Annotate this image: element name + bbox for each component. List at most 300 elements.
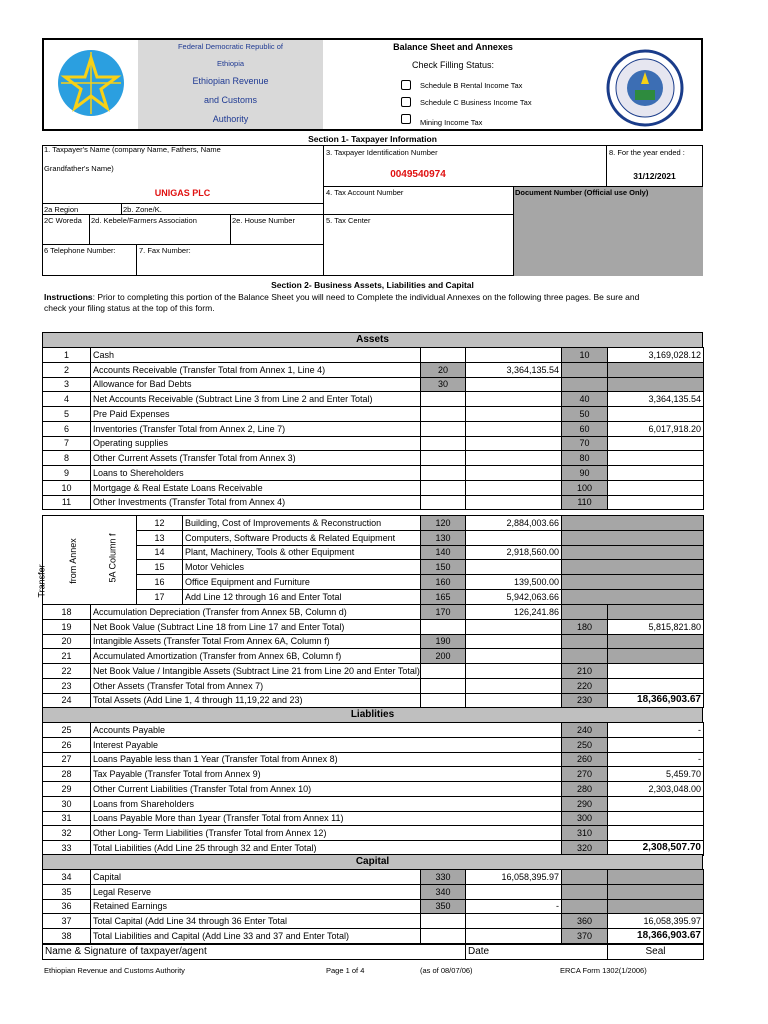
mid-value[interactable]: 3,364,135.54 <box>466 362 562 377</box>
line-number: 7 <box>43 436 91 451</box>
right-code <box>562 362 608 377</box>
right-value[interactable] <box>608 811 704 826</box>
right-code <box>562 377 608 392</box>
footer-asof: (as of 08/07/06) <box>420 966 473 975</box>
right-value[interactable] <box>608 407 704 422</box>
right-value[interactable]: 5,815,821.80 <box>608 619 704 634</box>
right-value[interactable] <box>608 466 704 481</box>
table-row <box>43 737 704 752</box>
right-code: 250 <box>562 737 608 752</box>
schedule-c-checkbox[interactable] <box>401 97 411 107</box>
line-description: Accounts Payable <box>91 723 562 738</box>
line-number: 23 <box>43 678 91 693</box>
mid-code: 190 <box>421 634 466 649</box>
table-row <box>43 516 704 531</box>
line-description: Total Assets (Add Line 1, 4 through 11,19,22 and 23) <box>91 693 421 708</box>
form-title: Balance Sheet and Annexes <box>393 42 513 52</box>
line-description: Pre Paid Expenses <box>91 407 421 422</box>
right-value[interactable]: 2,303,048.00 <box>608 782 704 797</box>
capital-title: Capital <box>43 855 703 870</box>
agency-line3: Authority <box>212 114 249 124</box>
footer-form: ERCA Form 1302(1/2006) <box>560 966 647 975</box>
mid-value <box>466 480 562 495</box>
mid-code: 170 <box>421 605 466 620</box>
line-description: Loans to Shereholders <box>91 466 421 481</box>
liabilities-header <box>42 707 703 723</box>
zone-label: 2b. Zone/K. <box>123 205 162 214</box>
right-value <box>608 634 704 649</box>
signature-seal-cell: Seal <box>608 945 704 960</box>
line-description: Allowance for Bad Debts <box>91 377 421 392</box>
region-label: 2a Region <box>44 205 79 214</box>
liabilities-table <box>42 722 704 856</box>
line-description: Net Accounts Receivable (Subtract Line 3 from Line 2 and Enter Total) <box>91 392 421 407</box>
table-row <box>43 545 704 560</box>
right-value[interactable] <box>608 664 704 679</box>
table-row <box>43 605 704 620</box>
mid-code <box>421 929 466 944</box>
right-code <box>562 884 608 899</box>
year-value[interactable]: 31/12/2021 <box>633 171 676 181</box>
right-value[interactable]: 6,017,918.20 <box>608 421 704 436</box>
right-value[interactable]: 3,364,135.54 <box>608 392 704 407</box>
table-row <box>43 407 704 422</box>
right-blank <box>562 589 704 604</box>
mid-value[interactable] <box>466 634 562 649</box>
line-number: 34 <box>43 870 91 885</box>
table-row <box>43 782 704 797</box>
assets-header <box>42 332 703 348</box>
line-description: Accumulation Depreciation (Transfer from Annex 5B, Column d) <box>91 605 421 620</box>
footer-agency: Ethiopian Revenue and Customs Authority <box>44 966 185 975</box>
right-value <box>608 605 704 620</box>
right-code: 280 <box>562 782 608 797</box>
fixed-assets-table <box>42 515 704 605</box>
line-number: 37 <box>43 914 91 929</box>
schedule-b-checkbox[interactable] <box>401 80 411 90</box>
right-code: 210 <box>562 664 608 679</box>
right-code: 220 <box>562 678 608 693</box>
right-value <box>608 649 704 664</box>
account-label: 4. Tax Account Number <box>326 188 404 197</box>
mid-code: 165 <box>421 589 466 604</box>
right-value[interactable]: - <box>608 723 704 738</box>
instructions-line1 <box>44 292 639 302</box>
line-description: Other Current Assets (Transfer Total from Annex 3) <box>91 451 421 466</box>
annex-column-label: 5A Column f <box>107 533 118 583</box>
right-code: 90 <box>562 466 608 481</box>
right-value <box>608 870 704 885</box>
capital-header <box>42 854 703 870</box>
mid-value[interactable]: 16,058,395.97 <box>466 870 562 885</box>
right-code: 360 <box>562 914 608 929</box>
line-number: 29 <box>43 782 91 797</box>
table-row <box>43 811 704 826</box>
line-description: Add Line 12 through 16 and Enter Total <box>183 589 421 604</box>
right-value <box>608 899 704 914</box>
mid-value[interactable] <box>466 377 562 392</box>
right-blank <box>562 545 704 560</box>
right-code: 260 <box>562 752 608 767</box>
line-number: 20 <box>43 634 91 649</box>
mid-code <box>421 451 466 466</box>
right-value[interactable] <box>608 678 704 693</box>
from-annex-label: from Annex <box>67 538 78 584</box>
erca-seal <box>605 48 685 128</box>
mid-value <box>466 914 562 929</box>
table-row <box>43 466 704 481</box>
mid-code: 120 <box>421 516 466 531</box>
table-row <box>43 678 704 693</box>
mid-code <box>421 693 466 708</box>
right-code: 80 <box>562 451 608 466</box>
mid-code <box>421 348 466 363</box>
mid-code <box>421 914 466 929</box>
assets-table-top <box>42 347 704 510</box>
right-code: 230 <box>562 693 608 708</box>
mid-value <box>466 392 562 407</box>
right-code: 10 <box>562 348 608 363</box>
table-row <box>43 723 704 738</box>
table-row <box>43 693 704 708</box>
mid-code: 30 <box>421 377 466 392</box>
mid-value[interactable]: 2,918,560.00 <box>466 545 562 560</box>
house-label: 2e. House Number <box>232 216 295 225</box>
instructions-bold: Instructions <box>44 292 93 302</box>
right-value[interactable]: 5,459.70 <box>608 767 704 782</box>
tin-value[interactable]: 0049540974 <box>390 169 446 180</box>
mid-code: 20 <box>421 362 466 377</box>
right-code: 100 <box>562 480 608 495</box>
mid-value <box>466 678 562 693</box>
agency-line2: and Customs <box>203 95 258 105</box>
mid-code: 340 <box>421 884 466 899</box>
line-description: Loans from Shareholders <box>91 796 562 811</box>
footer-page: Page 1 of 4 <box>326 966 365 975</box>
line-description: Accumulated Amortization (Transfer from Annex 6B, Column f) <box>91 649 421 664</box>
line-number: 16 <box>137 575 183 590</box>
line-number: 11 <box>43 495 91 510</box>
transfer-side-label <box>36 516 136 604</box>
emblem-area <box>44 40 138 129</box>
mid-value[interactable] <box>466 884 562 899</box>
schedule-c-label: Schedule C Business Income Tax <box>420 98 532 107</box>
mid-code: 160 <box>421 575 466 590</box>
mid-value[interactable]: 139,500.00 <box>466 575 562 590</box>
line-number: 8 <box>43 451 91 466</box>
tin-label: 3. Taxpayer Identification Number <box>326 148 438 157</box>
right-blank <box>562 516 704 531</box>
line-number: 15 <box>137 560 183 575</box>
line-number: 14 <box>137 545 183 560</box>
gov-line1: Federal Democratic Republic of <box>177 42 284 51</box>
mining-label: Mining Income Tax <box>420 118 483 127</box>
line-number: 24 <box>43 693 91 708</box>
right-value[interactable] <box>608 480 704 495</box>
mid-code: 200 <box>421 649 466 664</box>
table-row <box>43 530 704 545</box>
table-row <box>43 495 704 510</box>
table-row <box>43 480 704 495</box>
line-description: Building, Cost of Improvements & Reconstruction <box>183 516 421 531</box>
table-row <box>43 899 704 914</box>
mid-value[interactable]: 2,884,003.66 <box>466 516 562 531</box>
right-code: 180 <box>562 619 608 634</box>
right-value <box>608 884 704 899</box>
line-number: 13 <box>137 530 183 545</box>
right-blank <box>562 530 704 545</box>
schedule-b-label: Schedule B Rental Income Tax <box>420 81 523 90</box>
mid-value <box>466 664 562 679</box>
line-description: Other Current Liabilities (Transfer Total from Annex 10) <box>91 782 562 797</box>
phone-label: 6 Telephone Number: <box>44 246 116 255</box>
mid-value[interactable]: 126,241.86 <box>466 605 562 620</box>
mid-code: 350 <box>421 899 466 914</box>
line-description: Interest Payable <box>91 737 562 752</box>
line-number: 25 <box>43 723 91 738</box>
table-row <box>43 589 704 604</box>
section1-title: Section 1- Taxpayer Information <box>308 134 437 144</box>
table-row <box>43 619 704 634</box>
taxpayer-name[interactable]: UNIGAS PLC <box>154 188 211 198</box>
signature-row <box>42 944 704 960</box>
mid-code <box>421 392 466 407</box>
line-number: 3 <box>43 377 91 392</box>
right-blank <box>562 575 704 590</box>
line-description: Mortgage & Real Estate Loans Receivable <box>91 480 421 495</box>
right-value[interactable] <box>608 737 704 752</box>
mid-value <box>466 495 562 510</box>
agency-line1: Ethiopian Revenue <box>192 76 269 86</box>
woreda-label: 2C Woreda <box>44 216 82 225</box>
right-code: 40 <box>562 392 608 407</box>
assets-table-bottom <box>42 604 704 708</box>
right-code: 240 <box>562 723 608 738</box>
line-description: Intangible Assets (Transfer Total From Annex 6A, Column f) <box>91 634 421 649</box>
table-row <box>43 752 704 767</box>
right-value <box>608 377 704 392</box>
kebele-label: 2d. Kebele/Farmers Association <box>91 216 197 225</box>
capital-table <box>42 869 704 944</box>
right-code <box>562 634 608 649</box>
line-number: 10 <box>43 480 91 495</box>
section2-title: Section 2- Business Assets, Liabilities and Capital <box>271 280 474 290</box>
line-description: Plant, Machinery, Tools & other Equipment <box>183 545 421 560</box>
right-code: 270 <box>562 767 608 782</box>
mid-code: 330 <box>421 870 466 885</box>
line-description: Net Book Value / Intangible Assets (Subtract Line 21 from Line 20 and Enter Total) <box>91 664 421 679</box>
mid-code: 150 <box>421 560 466 575</box>
line-number: 32 <box>43 826 91 841</box>
line-number: 31 <box>43 811 91 826</box>
name-label-1: 1. Taxpayer's Name (company Name, Fathers, Name <box>44 145 221 154</box>
docnum-label: Document Number (Official use Only) <box>515 188 649 197</box>
right-code: 300 <box>562 811 608 826</box>
right-code: 50 <box>562 407 608 422</box>
mid-code <box>421 619 466 634</box>
mid-value <box>466 407 562 422</box>
table-row <box>43 575 704 590</box>
mid-value <box>466 348 562 363</box>
line-description: Capital <box>91 870 421 885</box>
line-description: Legal Reserve <box>91 884 421 899</box>
instructions-line2: check your filing status at the top of this form. <box>44 303 215 313</box>
line-description: Other Investments (Transfer Total from Annex 4) <box>91 495 421 510</box>
right-value[interactable] <box>608 495 704 510</box>
mid-code: 140 <box>421 545 466 560</box>
line-description: Accounts Receivable (Transfer Total from Annex 1, Line 4) <box>91 362 421 377</box>
right-code: 310 <box>562 826 608 841</box>
line-number: 4 <box>43 392 91 407</box>
line-number: 22 <box>43 664 91 679</box>
table-row <box>43 664 704 679</box>
center-label: 5. Tax Center <box>326 216 371 225</box>
mid-value <box>466 451 562 466</box>
instructions-text-1: : Prior to completing this portion of the Balance Sheet you will need to Complete the individual Annexes on the following three pages. Be sure and <box>92 292 640 302</box>
line-description: Tax Payable (Transfer Total from Annex 9) <box>91 767 562 782</box>
mid-code <box>421 436 466 451</box>
right-code <box>562 605 608 620</box>
line-number: 6 <box>43 421 91 436</box>
mining-checkbox[interactable] <box>401 114 411 124</box>
line-description: Operating supplies <box>91 436 421 451</box>
mid-code <box>421 678 466 693</box>
line-description: Inventories (Transfer Total from Annex 2, Line 7) <box>91 421 421 436</box>
right-code <box>562 870 608 885</box>
line-number: 1 <box>43 348 91 363</box>
line-number: 12 <box>137 516 183 531</box>
line-description: Retained Earnings <box>91 899 421 914</box>
line-number: 5 <box>43 407 91 422</box>
right-blank <box>562 560 704 575</box>
line-description: Loans Payable less than 1 Year (Transfer Total from Annex 8) <box>91 752 562 767</box>
mid-value <box>466 619 562 634</box>
fax-label: 7. Fax Number: <box>139 246 191 255</box>
table-row <box>43 767 704 782</box>
table-row <box>43 870 704 885</box>
line-number: 18 <box>43 605 91 620</box>
line-number: 27 <box>43 752 91 767</box>
mid-code <box>421 495 466 510</box>
right-code: 60 <box>562 421 608 436</box>
right-code: 370 <box>562 929 608 944</box>
line-description: Total Liabilities and Capital (Add Line 33 and 37 and Enter Total) <box>91 929 421 944</box>
name-label-2: Grandfather's Name) <box>44 164 114 173</box>
right-value[interactable] <box>608 796 704 811</box>
mid-code <box>421 407 466 422</box>
mid-value <box>466 929 562 944</box>
mid-value <box>466 421 562 436</box>
line-description: Net Book Value (Subtract Line 18 from Line 17 and Enter Total) <box>91 619 421 634</box>
line-description: Computers, Software Products & Related Equipment <box>183 530 421 545</box>
mid-code <box>421 480 466 495</box>
line-description: Total Liabilities (Add Line 25 through 32 and Enter Total) <box>91 841 562 856</box>
mid-code <box>421 664 466 679</box>
right-value[interactable]: 18,366,903.67 <box>608 929 704 944</box>
transfer-label: Transfer <box>36 564 47 598</box>
right-value[interactable]: 2,308,507.70 <box>608 841 704 856</box>
line-description: Total Capital (Add Line 34 through 36 Enter Total <box>91 914 421 929</box>
mid-value[interactable] <box>466 560 562 575</box>
mid-code: 130 <box>421 530 466 545</box>
right-code: 110 <box>562 495 608 510</box>
right-code <box>562 899 608 914</box>
mid-value <box>466 693 562 708</box>
line-number: 2 <box>43 362 91 377</box>
right-code: 70 <box>562 436 608 451</box>
table-row <box>43 451 704 466</box>
table-row <box>43 560 704 575</box>
liabilities-title: Liablities <box>43 708 703 723</box>
table-row <box>43 796 704 811</box>
table-row <box>43 649 704 664</box>
line-number: 38 <box>43 929 91 944</box>
mid-value[interactable]: - <box>466 899 562 914</box>
table-row <box>43 436 704 451</box>
right-value[interactable]: 3,169,028.12 <box>608 348 704 363</box>
line-number: 36 <box>43 899 91 914</box>
erca-seal-icon <box>605 48 685 128</box>
mid-value[interactable] <box>466 649 562 664</box>
table-row <box>43 929 704 944</box>
line-number: 30 <box>43 796 91 811</box>
table-row <box>43 348 704 363</box>
table-row <box>43 914 704 929</box>
line-number: 35 <box>43 884 91 899</box>
line-number: 26 <box>43 737 91 752</box>
right-value[interactable] <box>608 451 704 466</box>
right-value[interactable]: 18,366,903.67 <box>608 693 704 708</box>
table-row <box>43 392 704 407</box>
line-description: Other Assets (Transfer Total from Annex 7) <box>91 678 421 693</box>
line-description: Office Equipment and Furniture <box>183 575 421 590</box>
line-description: Cash <box>91 348 421 363</box>
line-description: Loans Payable More than 1year (Transfer Total from Annex 11) <box>91 811 562 826</box>
line-number: 19 <box>43 619 91 634</box>
docnum-shade <box>513 186 703 276</box>
mid-code <box>421 421 466 436</box>
right-code: 320 <box>562 841 608 856</box>
mid-value <box>466 466 562 481</box>
right-code: 290 <box>562 796 608 811</box>
table-row <box>43 362 704 377</box>
table-row <box>43 884 704 899</box>
table-row <box>43 377 704 392</box>
right-value[interactable] <box>608 436 704 451</box>
line-number: 33 <box>43 841 91 856</box>
line-description: Motor Vehicles <box>183 560 421 575</box>
signature-date-cell[interactable]: Date <box>466 945 608 960</box>
table-row <box>43 826 704 841</box>
line-number: 17 <box>137 589 183 604</box>
right-value[interactable] <box>608 826 704 841</box>
mid-value[interactable]: 5,942,063.66 <box>466 589 562 604</box>
assets-title: Assets <box>43 333 703 348</box>
mid-value[interactable] <box>466 530 562 545</box>
signature-name-cell[interactable]: Name & Signature of taxpayer/agent <box>43 945 466 960</box>
line-description: Other Long- Term Liabilities (Transfer Total from Annex 12) <box>91 826 562 841</box>
mid-value <box>466 436 562 451</box>
right-value[interactable]: 16,058,395.97 <box>608 914 704 929</box>
right-value <box>608 362 704 377</box>
filing-status-label: Check Filling Status: <box>411 60 495 70</box>
ethiopia-emblem-icon <box>56 48 126 118</box>
line-number: 9 <box>43 466 91 481</box>
right-value[interactable]: - <box>608 752 704 767</box>
right-code <box>562 649 608 664</box>
year-label: 8. For the year ended : <box>609 148 685 157</box>
line-number: 28 <box>43 767 91 782</box>
